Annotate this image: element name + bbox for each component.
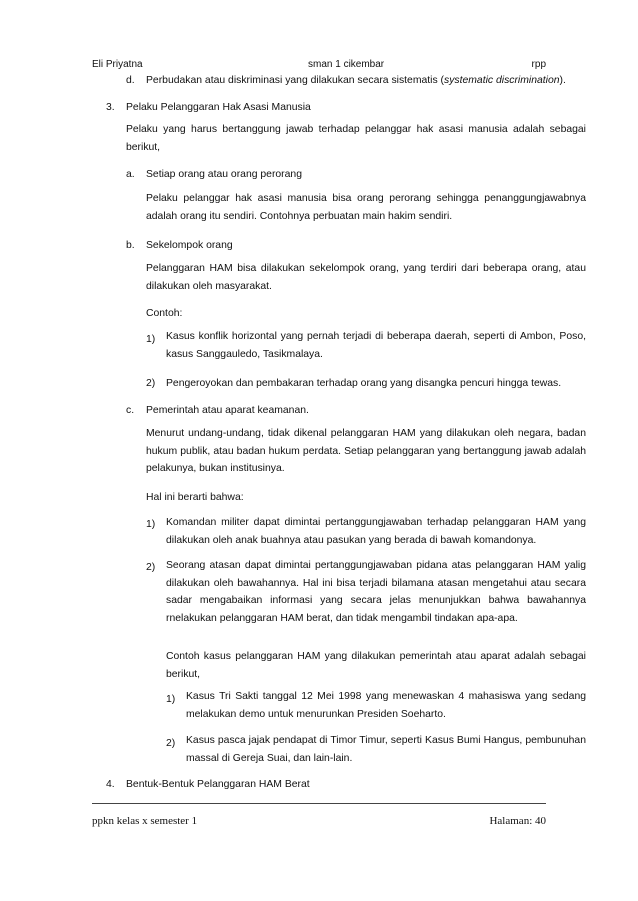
item-c-title: Pemerintah atau aparat keamanan.: [146, 405, 309, 416]
item-b-list-1-number: 1): [146, 334, 156, 345]
item-b-list-2-number: 2): [146, 378, 156, 389]
item-c-point-2-text: Seorang atasan dapat dimintai pertanggungjawaban pidana atas pelanggaran HAM yalig dilakukan oleh bawahannya. Hal ini bisa terjadi bilamana atasan mengetahui atau secara sadar mengabaikan informasi yang secara jelas menunjukkan bahwa bawahannya rnelakukan pelanggaran HAM berat, dan tidak mengambil tindakan apa-apa.: [166, 560, 586, 624]
item-c-intro-line: Hal ini berarti bahwa:: [146, 492, 244, 503]
section-4-number: 4.: [106, 779, 115, 790]
item-a-title: Setiap orang atau orang perorang: [146, 169, 302, 180]
item-d-text-end: ).: [559, 75, 566, 86]
case-2-text: Kasus pasca jajak pendapat di Timor Timur, seperti Kasus Bumi Hangus, pembunuhan massal di Gereja Suai, dan lain-lain.: [186, 735, 586, 764]
item-c-body: Menurut undang-undang, tidak dikenal pelanggaran HAM yang dilakukan oleh negara, badan hukum publik, atau badan hukum perdata. Setiap pelanggaran yang bertanggung jawab adalah pelakunya, bukan institusinya.: [146, 428, 586, 475]
case-1-number: 1): [166, 694, 176, 705]
case-2-number: 2): [166, 738, 176, 749]
item-a-body: Pelaku pelanggar hak asasi manusia bisa orang perorang sehingga penanggungjawabnya adalah orang itu sendiri. Contohnya perbuatan main hakim sendiri.: [146, 193, 586, 222]
header-doc-type: rpp: [531, 59, 546, 70]
section-3-intro: Pelaku yang harus bertanggung jawab terhadap pelanggar hak asasi manusia adalah sebagai berikut,: [126, 124, 586, 153]
item-b-list-1-text: Kasus konflik horizontal yang pernah terjadi di beberapa daerah, seperti di Ambon, Poso, kasus Sanggauledo, Tasikmalaya.: [166, 331, 586, 360]
item-b-number: b.: [126, 240, 135, 251]
case-1-text: Kasus Tri Sakti tanggal 12 Mei 1998 yang menewaskan 4 mahasiswa yang sedang melakukan demo untuk menurunkan Presiden Soeharto.: [186, 691, 586, 720]
item-c-point-1-text: Komandan militer dapat dimintai pertanggungjawaban terhadap pelanggaran HAM yang dilakukan oleh anak buahnya atau pasukan yang berada di bawah komandonya.: [166, 517, 586, 546]
item-b-list-2-text: Pengeroyokan dan pembakaran terhadap orang yang disangka pencuri hingga tewas.: [166, 378, 562, 389]
item-d-text: [146, 74, 566, 87]
section-3-number: 3.: [106, 102, 115, 113]
item-b-title: Sekelompok orang: [146, 240, 233, 251]
section-3-title: Pelaku Pelanggaran Hak Asasi Manusia: [126, 102, 311, 113]
item-a-number: a.: [126, 169, 135, 180]
example-cases-intro: Contoh kasus pelanggaran HAM yang dilakukan pemerintah atau aparat adalah sebagai berikut,: [166, 651, 586, 680]
footer-divider: [92, 803, 546, 804]
header-school: sman 1 cikembar: [308, 59, 385, 70]
item-c-number: c.: [126, 405, 135, 416]
item-c-point-1-number: 1): [146, 519, 156, 530]
item-d-text-main: Perbudakan atau diskriminasi yang dilakukan secara sistematis (: [146, 75, 445, 86]
item-c-point-2-number: 2): [146, 562, 156, 573]
item-d-text-italic: systematic discrimination: [444, 75, 560, 86]
footer-page-number: Halaman: 40: [489, 815, 546, 827]
footer-course: ppkn kelas x semester 1: [92, 815, 198, 827]
item-b-body: Pelanggaran HAM bisa dilakukan sekelompok orang, yang terdiri dari beberapa orang, atau dilakukan oleh masyarakat.: [146, 263, 586, 292]
header-author: Eli Priyatna: [92, 59, 143, 70]
section-4-title: Bentuk-Bentuk Pelanggaran HAM Berat: [126, 779, 310, 790]
item-b-example-label: Contoh:: [146, 308, 183, 319]
item-d-number: d.: [126, 75, 135, 86]
